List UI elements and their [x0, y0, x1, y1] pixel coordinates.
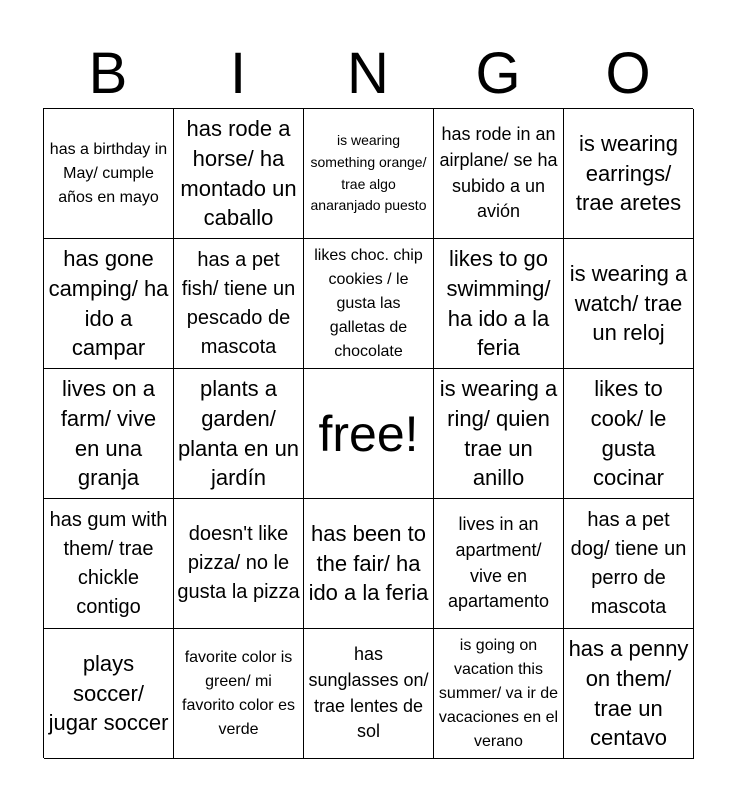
header-letter-b: B	[88, 41, 128, 106]
header-letter-o: O	[605, 41, 651, 106]
cell-text: has rode in an airplane/ se ha subido a un avión	[439, 124, 558, 222]
bingo-cell[interactable]	[434, 499, 564, 629]
bingo-cell[interactable]	[304, 239, 434, 369]
cell-text: has a birthday in May/ cumple años en mayo	[49, 140, 168, 206]
bingo-cell[interactable]	[174, 109, 304, 239]
free-space-text: free!	[318, 405, 419, 462]
header-letter-g: G	[475, 41, 521, 106]
cell-text: favorite color is green/ mi favorito color es verde	[182, 648, 295, 738]
cell-text: has gum with them/ trae chickle contigo	[49, 508, 168, 618]
bingo-cell[interactable]	[44, 369, 174, 499]
cell-text: has rode a horse/ ha montado un caballo	[180, 115, 297, 231]
cell-text: is going on vacation this summer/ va ir de vacaciones en el verano	[438, 636, 559, 750]
cell-text: has a pet fish/ tiene un pescado de mascota	[181, 248, 296, 358]
bingo-cell[interactable]	[434, 629, 564, 759]
bingo-cell[interactable]	[564, 239, 694, 369]
bingo-cell[interactable]	[304, 499, 434, 629]
bingo-cell[interactable]	[44, 239, 174, 369]
cell-text: has been to the fair/ ha ido a la feria	[308, 520, 429, 606]
bingo-cell[interactable]	[434, 239, 564, 369]
bingo-cell[interactable]	[564, 629, 694, 759]
bingo-cell[interactable]	[44, 499, 174, 629]
bingo-cell[interactable]	[44, 109, 174, 239]
cell-text: has a penny on them/ trae un centavo	[568, 635, 689, 751]
bingo-cell[interactable]	[434, 109, 564, 239]
bingo-header	[43, 40, 693, 108]
bingo-cell[interactable]	[564, 369, 694, 499]
cell-text: is wearing a ring/ quien trae un anillo	[439, 375, 558, 491]
bingo-board	[43, 108, 693, 758]
header-letter-n: N	[347, 41, 389, 106]
cell-text: has a pet dog/ tiene un perro de mascota	[570, 508, 687, 618]
cell-text: is wearing a watch/ trae un reloj	[569, 260, 688, 346]
cell-text: likes to go swimming/ ha ido a la feria	[446, 245, 551, 361]
cell-text: plays soccer/ jugar soccer	[48, 650, 169, 736]
cell-text: is wearing earrings/ trae aretes	[575, 130, 682, 216]
free-space[interactable]	[304, 369, 434, 499]
cell-text: plants a garden/ planta en un jardín	[177, 375, 300, 491]
bingo-cell[interactable]	[44, 629, 174, 759]
cell-text: likes choc. chip cookies / le gusta las galletas de chocolate	[314, 246, 423, 360]
cell-text: lives on a farm/ vive en una granja	[60, 375, 157, 491]
bingo-cell[interactable]	[174, 629, 304, 759]
header-letter-i: I	[229, 41, 247, 106]
bingo-cell[interactable]	[304, 629, 434, 759]
bingo-cell[interactable]	[174, 239, 304, 369]
bingo-cell[interactable]	[304, 109, 434, 239]
cell-text: likes to cook/ le gusta cocinar	[590, 375, 667, 491]
bingo-cell[interactable]	[174, 499, 304, 629]
cell-text: has sunglasses on/ trae lentes de sol	[308, 644, 429, 742]
cell-text: doesn't like pizza/ no le gusta la pizza	[177, 523, 300, 603]
bingo-cell[interactable]	[174, 369, 304, 499]
cell-text: has gone camping/ ha ido a campar	[48, 245, 169, 361]
bingo-cell[interactable]	[564, 109, 694, 239]
cell-text: lives in an apartment/ vive en apartamento	[447, 514, 550, 612]
bingo-cell[interactable]	[434, 369, 564, 499]
bingo-cell[interactable]	[564, 499, 694, 629]
cell-text: is wearing something orange/ trae algo anaranjado puesto	[310, 132, 427, 214]
